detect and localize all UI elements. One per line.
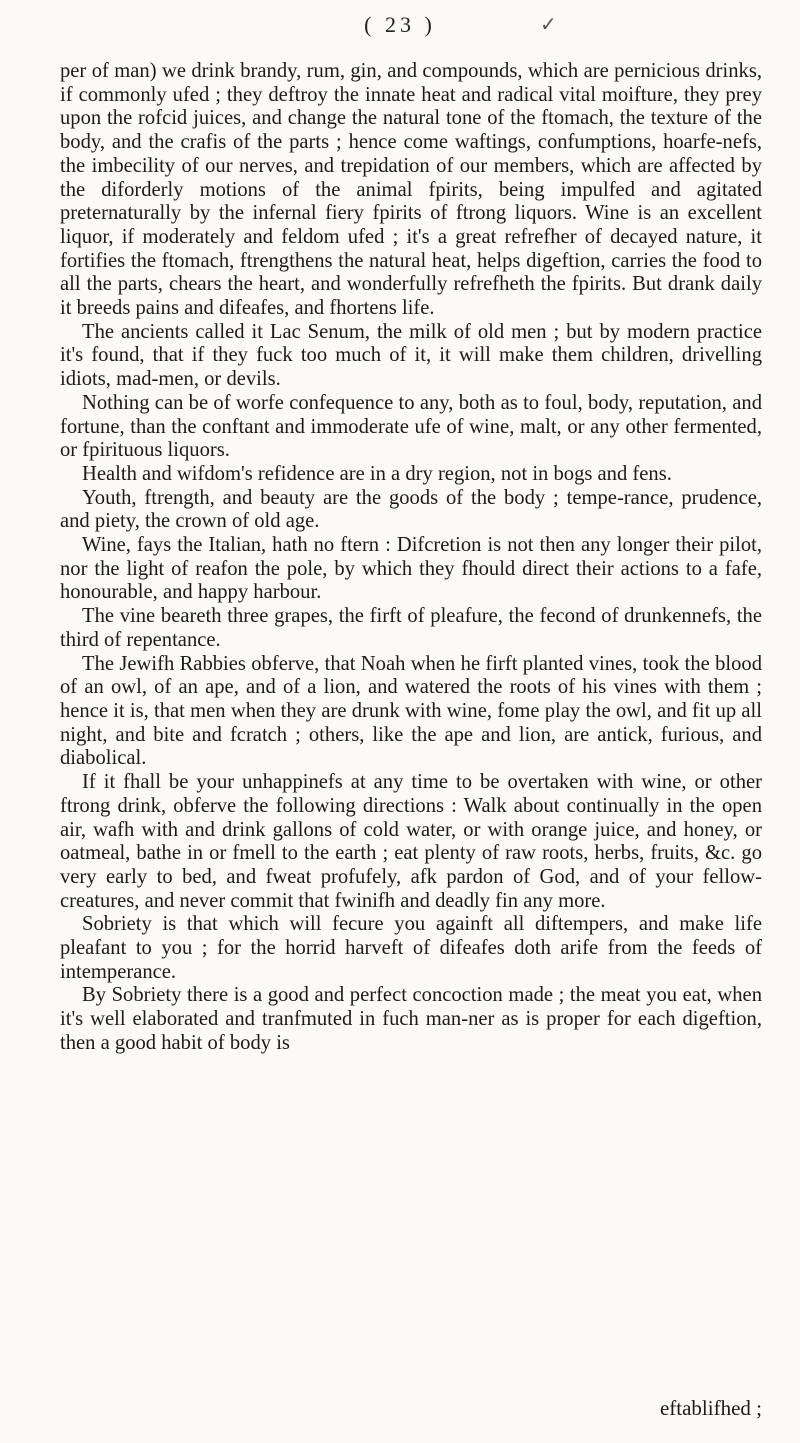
paragraph-8: The Jewifh Rabbies obferve, that Noah when he firft planted vines, took the blood of an owl, of an ape, and of a lion, and watered the roots of his vines with them ; hence it is, that men when they are drunk with wine, fome play the owl, and fit up all night, and bite and fcratch ; others, like the ape and lion, are antick, furious, and diabolical. xyxy=(60,652,762,770)
paragraph-5: Youth, ftrength, and beauty are the goods of the body ; tempe-rance, prudence, and piety, the crown of old age. xyxy=(60,486,762,533)
paragraph-4: Health and wifdom's refidence are in a dry region, not in bogs and fens. xyxy=(82,462,672,485)
paragraph-1: per of man) we drink brandy, rum, gin, and compounds, which are pernicious drinks, if commonly ufed ; they deftroy the innate heat and radical vital moifture, they prey upon the rofcid juices, and change the natural tone of the ftomach, the texture of the body, and the crafis of the parts ; hence come waftings, confumptions, hoarfe-nefs, the imbecility of our nerves, and trepidation of our members, which are affected by the diforderly motions of the animal fpirits, being impulfed and agitated preternaturally by the infernal fiery fpirits of ftrong liquors. Wine is an excellent liquor, if moderately and feldom ufed ; it's a great refrefher of decayed nature, it fortifies the ftomach, ftrengthens the natural heat, helps digeftion, carries the food to all the parts, chears the heart, and wonderfully refrefheth the fpirits. But drank daily it breeds pains and difeafes, and fhortens life. xyxy=(60,60,762,320)
corner-mark: ✓ xyxy=(540,14,557,36)
paragraph-3: Nothing can be of worfe confequence to any, both as to foul, body, reputation, and fortune, than the conftant and immoderate ufe of wine, malt, or any other fermented, or fpirituous liquors. xyxy=(60,391,762,462)
paragraph-7: The vine beareth three grapes, the firft of pleafure, the fecond of drunkennefs, the third of repentance. xyxy=(60,605,762,651)
paragraph-10: Sobriety is that which will fecure you againft all diftempers, and make life pleafant to you ; for the horrid harveft of difeafes doth arife from the feeds of intemperance. xyxy=(60,913,762,983)
paragraph-9: If it fhall be your unhappinefs at any time to be overtaken with wine, or other ftrong drink, obferve the following directions : Walk about continually in the open air, wafh with and drink gallons of cold water, or with orange juice, and honey, or oatmeal, bathe in or fmell to the earth ; eat plenty of raw roots, herbs, fruits, &c. go very early to bed, and fweat profufely, afk pardon of God, and of your fellow-creatures, and never commit that fwinifh and deadly fin any more. xyxy=(60,771,762,912)
page-number: ( 23 ) xyxy=(364,12,436,37)
body-text xyxy=(60,60,762,1056)
paragraph-6: Wine, fays the Italian, hath no ftern : Difcretion is not then any longer their pilot, nor the light of reafon the pole, by which they fhould direct their actions to a fafe, honourable, and happy harbour. xyxy=(60,534,762,604)
paragraph-2: The ancients called it Lac Senum, the milk of old men ; but by modern practice it's found, that if they fuck too much of it, it will make them children, drivelling idiots, mad-men, or devils. xyxy=(60,320,762,391)
paragraph-11: By Sobriety there is a good and perfect concoction made ; the meat you eat, when it's well elaborated and tranfmuted in fuch man-ner as is proper for each digeftion, then a good habit of body is xyxy=(60,984,762,1054)
catchword: eftablifhed ; xyxy=(659,1396,762,1420)
